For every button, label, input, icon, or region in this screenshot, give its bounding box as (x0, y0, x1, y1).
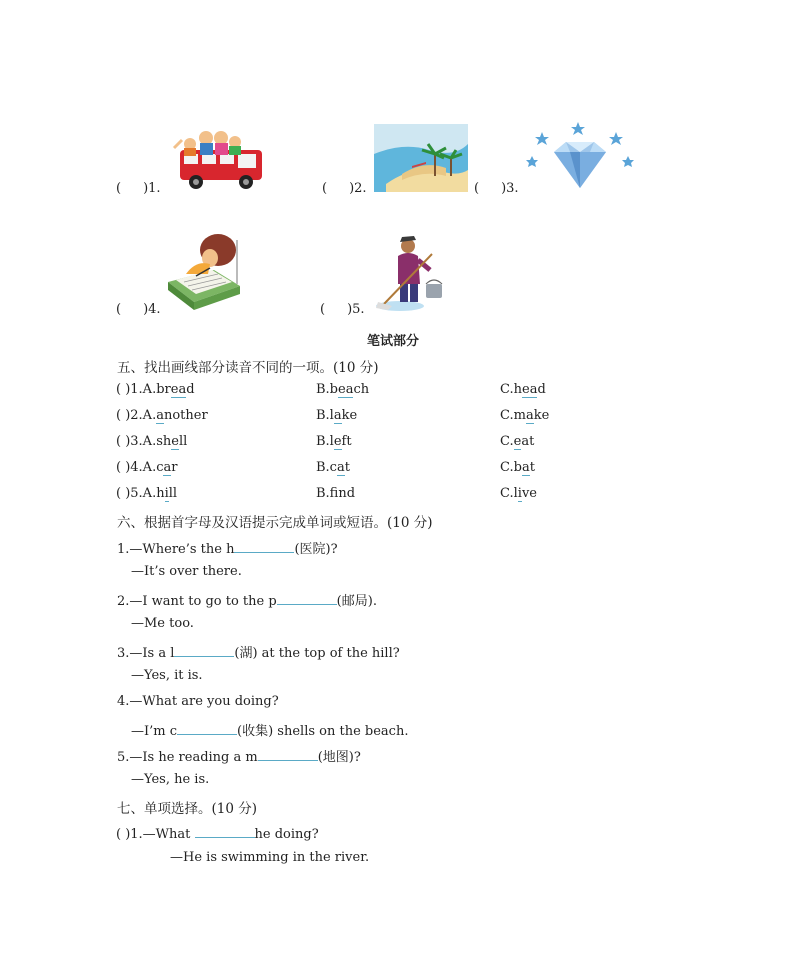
s5-row-5-option-a: ( )5.A.hill (116, 486, 178, 501)
s6-q1: 1.—Where’s the h (医院)? (117, 538, 338, 557)
section-5-title: 五、找出画线部分读音不同的一项。(10 分) (117, 360, 379, 376)
s5-row-3-option-a: ( )3.A.shell (116, 434, 188, 449)
written-section-title: 笔试部分 (367, 334, 420, 349)
section-7-title: 七、单项选择。(10 分) (117, 801, 258, 817)
item-4-paren: ( )4. (116, 302, 161, 317)
item-5-paren: ( )5. (320, 302, 365, 317)
item-3-paren: ( )3. (474, 181, 519, 196)
section-6-title: 六、根据首字母及汉语提示完成单词或短语。(10 分) (117, 515, 433, 531)
s6-a3: —Yes, it is. (131, 668, 203, 683)
mopping-man-picture (372, 234, 448, 314)
s6-a5: —Yes, he is. (131, 772, 210, 787)
s5-row-2-option-b: B.lake (316, 408, 358, 423)
s5-row-4-option-a: ( )4.A.car (116, 460, 178, 475)
s5-row-3-option-b: B.left (316, 434, 352, 449)
s5-row-4-option-c: C.bat (500, 460, 535, 475)
s5-row-1-option-c: C.head (500, 382, 546, 397)
s7-q1: ( )1.—What he doing? (116, 824, 319, 842)
item-1-paren: ( )1. (116, 181, 161, 196)
s5-row-2-option-c: C.make (500, 408, 550, 423)
s6-a1: —It’s over there. (131, 564, 242, 579)
s5-row-2-option-a: ( )2.A.another (116, 408, 208, 423)
bus-picture (168, 126, 266, 192)
s6-q5: 5.—Is he reading a m (地图)? (117, 746, 361, 765)
s6-q3: 3.—Is a l (湖) at the top of the hill? (117, 642, 400, 661)
s6-q2-blank[interactable] (277, 591, 337, 605)
s5-row-5-option-c: C.live (500, 486, 537, 501)
s6-q5-blank[interactable] (258, 747, 318, 761)
s6-q1-blank[interactable] (234, 539, 294, 553)
s6-q4: 4.—What are you doing? (117, 694, 279, 709)
beach-picture (374, 124, 468, 192)
diamond-picture (522, 120, 638, 194)
s7-q1-answer: —He is swimming in the river. (170, 850, 370, 865)
s6-q2: 2.—I want to go to the p (邮局). (117, 590, 377, 609)
s5-row-5-option-b: B.fnd (316, 486, 356, 501)
s6-q3-blank[interactable] (174, 643, 234, 657)
s5-row-4-option-b: B.cat (316, 460, 350, 475)
s6-a4: —I’m c (收集) shells on the beach. (131, 720, 408, 739)
s6-q4-blank[interactable] (177, 721, 237, 735)
writing-girl-picture (166, 230, 242, 314)
s5-row-1-option-a: ( )1.A.bread (116, 382, 195, 397)
s7-q1-blank[interactable] (195, 824, 255, 838)
item-2-paren: ( )2. (322, 181, 367, 196)
s6-a2: —Me too. (131, 616, 194, 631)
s5-row-3-option-c: C.eat (500, 434, 535, 449)
s5-row-1-option-b: B.beach (316, 382, 370, 397)
